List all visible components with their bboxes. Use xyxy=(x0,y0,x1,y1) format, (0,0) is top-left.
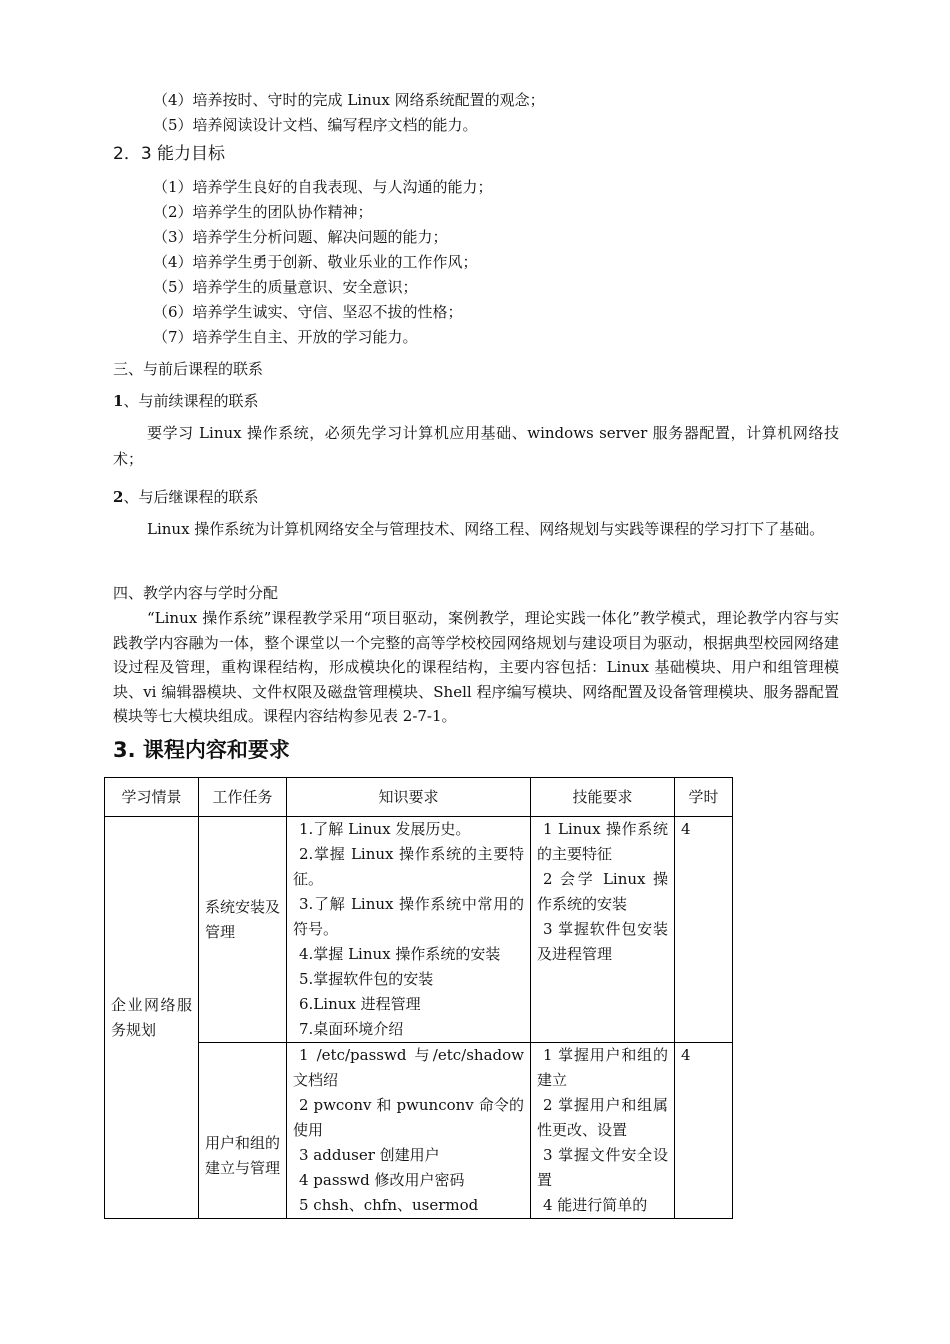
knowledge-item: 2.掌握 Linux 操作系统的主要特征。 xyxy=(293,845,524,888)
header-task: 工作任务 xyxy=(199,778,287,817)
task-cell xyxy=(199,817,287,1043)
knowledge-item: 6.Linux 进程管理 xyxy=(299,995,421,1013)
paragraph-text: “Linux 操作系统”课程教学采用“项目驱动，案例教学，理论实践一体化”教学模式，理论教学内容与实践教学内容融为一体，整个课堂以一个完整的高等学校校园网络规划与建设项目为驱动，根据典型校园网络建设过程及管理，重构课程结构，形成模块化的课程结构，主要内容包括：Linux 基础模块、用户和组管理模块、vi 编辑器模块、文件权限及磁盘管理模块、Shell 程序编写模块、网络配置及设备管理模块、服务器配置模块等七大模块组成。课程内容结构参见表 2-7-1。 xyxy=(113,609,839,726)
subheading-title: 、与后继课程的联系 xyxy=(123,488,259,506)
paragraph-next-course xyxy=(113,516,839,542)
ability-item: （2）培养学生的团队协作精神； xyxy=(153,203,373,221)
subheading-number: 2 xyxy=(113,488,124,506)
course-content-table xyxy=(104,777,733,1219)
knowledge-item: 2 pwconv 和 pwunconv 命令的使用 xyxy=(293,1096,524,1139)
section-heading-ability: 2．3 能力目标 xyxy=(113,144,226,164)
course-content-heading: 3. 课程内容和要求 xyxy=(113,738,290,762)
objective-item: （5）培养阅读设计文档、编写程序文档的能力。 xyxy=(153,116,478,134)
ability-item: （1）培养学生良好的自我表现、与人沟通的能力； xyxy=(153,178,493,196)
table-row xyxy=(105,1043,733,1219)
skill-item: 4 能进行简单的 xyxy=(543,1196,648,1214)
skill-item: 3 掌握软件包安装及进程管理 xyxy=(537,920,668,963)
skill-item: 3 掌握文件安全设置 xyxy=(537,1146,668,1189)
knowledge-item: 4 passwd 修改用户密码 xyxy=(299,1171,465,1189)
ability-item: （6）培养学生诚实、守信、坚忍不拔的性格； xyxy=(153,303,463,321)
subheading-title: 、与前续课程的联系 xyxy=(123,392,259,410)
knowledge-item: 7.桌面环境介绍 xyxy=(299,1020,404,1038)
subheading-next-course xyxy=(113,487,258,507)
skill-item: 2 掌握用户和组属性更改、设置 xyxy=(537,1096,668,1139)
scenario-cell: 企业网络服务规划 xyxy=(105,817,199,1219)
header-skills: 技能要求 xyxy=(531,778,675,817)
hours-cell: 4 xyxy=(675,817,733,1043)
ability-item: （7）培养学生自主、开放的学习能力。 xyxy=(153,328,418,346)
section-heading-relations: 三、与前后课程的联系 xyxy=(113,360,264,378)
section-heading-content: 四、教学内容与学时分配 xyxy=(113,584,279,602)
skills-cell xyxy=(531,1043,675,1219)
header-scenario: 学习情景 xyxy=(105,778,199,817)
subheading-prior-course xyxy=(113,391,258,411)
skills-cell xyxy=(531,817,675,1043)
objective-item: （4）培养按时、守时的完成 Linux 网络系统配置的观念； xyxy=(153,91,545,109)
table-row xyxy=(105,817,733,1043)
table-header-row xyxy=(105,778,733,817)
paragraph-text: Linux 操作系统为计算机网络安全与管理技术、网络工程、网络规划与实践等课程的学习打下了基础。 xyxy=(147,520,825,538)
knowledge-item: 1.了解 Linux 发展历史。 xyxy=(299,820,471,838)
skill-item: 1 Linux 操作系统的主要特征 xyxy=(537,820,668,863)
ability-item: （3）培养学生分析问题、解决问题的能力； xyxy=(153,228,448,246)
task-text: 用户和组的建立与管理 xyxy=(205,1133,281,1177)
task-text: 系统安装及管理 xyxy=(205,897,281,941)
hours-cell: 4 xyxy=(675,1043,733,1219)
knowledge-item: 5 chsh、chfn、usermod xyxy=(299,1196,479,1214)
header-hours: 学时 xyxy=(675,778,733,817)
paragraph-prior-course xyxy=(113,420,839,472)
knowledge-cell xyxy=(287,817,531,1043)
knowledge-item: 4.掌握 Linux 操作系统的安装 xyxy=(299,945,501,963)
skill-item: 2 会学 Linux 操作系统的安装 xyxy=(537,870,668,913)
knowledge-item: 3.了解 Linux 操作系统中常用的符号。 xyxy=(293,895,524,938)
knowledge-item: 5.掌握软件包的安装 xyxy=(299,970,434,988)
ability-item: （4）培养学生勇于创新、敬业乐业的工作作风； xyxy=(153,253,478,271)
knowledge-item: 1 /etc/passwd 与/etc/shadow 文档绍 xyxy=(293,1046,524,1089)
knowledge-item: 3 adduser 创建用户 xyxy=(299,1146,440,1164)
paragraph-text: 要学习 Linux 操作系统，必须先学习计算机应用基础、windows server 服务器配置，计算机网络技术； xyxy=(113,424,839,468)
ability-item: （5）培养学生的质量意识、安全意识； xyxy=(153,278,418,296)
knowledge-cell xyxy=(287,1043,531,1219)
skill-item: 1 掌握用户和组的建立 xyxy=(537,1046,668,1089)
header-knowledge: 知识要求 xyxy=(287,778,531,817)
task-cell xyxy=(199,1043,287,1219)
subheading-number: 1 xyxy=(113,392,124,410)
paragraph-content xyxy=(113,606,839,729)
